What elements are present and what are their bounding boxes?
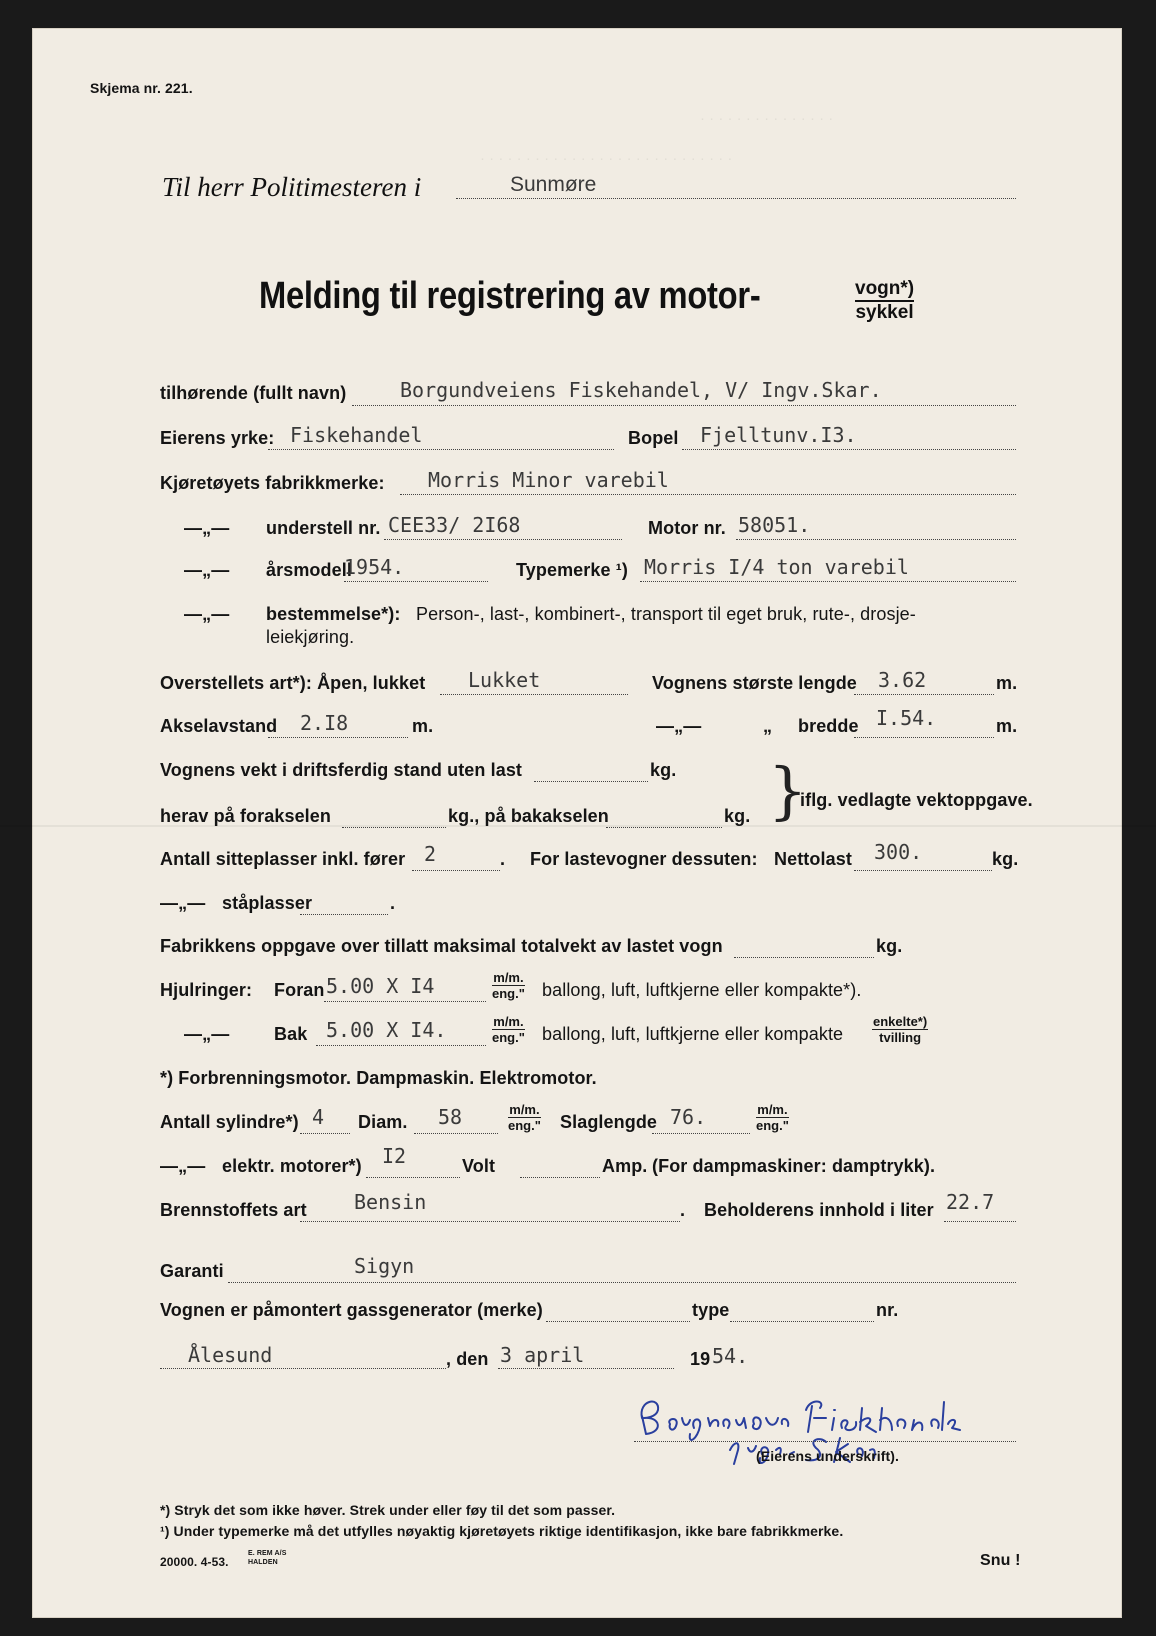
ditto-mark: —„—	[160, 1156, 206, 1176]
empty-weight-unit: kg.	[650, 760, 677, 780]
diameter-label: Diam.	[358, 1112, 408, 1132]
weight-note: iflg. vedlagte vektoppgave.	[800, 790, 1033, 810]
tank-label: Beholderens innhold i liter	[704, 1200, 934, 1220]
owner-name-line	[352, 405, 1016, 406]
wheelbase-line	[268, 737, 408, 738]
wheelbase-label: Akselavstand	[160, 716, 278, 736]
tyres-twin-choice	[872, 1014, 928, 1045]
net-load-unit: kg.	[992, 849, 1019, 869]
year-prefix: 19	[690, 1349, 711, 1369]
date-line	[498, 1368, 674, 1369]
seats-value: 2	[424, 842, 437, 866]
option-single: enkelte*)	[873, 1014, 928, 1029]
width-value: I.54.	[876, 706, 937, 730]
standing-dot: .	[390, 893, 396, 913]
voltage-label: Volt	[462, 1156, 496, 1176]
width-unit: m.	[996, 716, 1018, 736]
year-value: 54.	[712, 1344, 749, 1368]
net-load-label: Nettolast	[774, 849, 852, 869]
tyres-front-line	[324, 1001, 486, 1002]
signature-label: (Eierens underskrift).	[756, 1448, 900, 1464]
purpose-label: bestemmelse*):	[266, 604, 401, 624]
make-line	[400, 494, 1016, 495]
title-option-vogn: vogn*)	[855, 278, 914, 302]
diameter-line	[414, 1133, 498, 1134]
occupation-label: Eierens yrke:	[160, 428, 275, 448]
tyres-front-unit	[492, 970, 525, 1001]
unit-mm: m/m.	[493, 970, 524, 985]
ditto-mark: —„—	[184, 560, 230, 580]
form-number: Skjema nr. 221.	[90, 80, 193, 96]
engine-no-line	[736, 539, 1016, 540]
fuel-label: Brennstoffets art	[160, 1200, 307, 1220]
max-weight-label: Fabrikkens oppgave over tillatt maksimal totalvekt av lastet vogn	[160, 936, 723, 956]
tyres-front-label: Foran	[274, 980, 325, 1000]
stroke-label: Slaglengde	[560, 1112, 658, 1132]
signature-line	[634, 1441, 1016, 1442]
steam-note: (For dampmaskiner: damptrykk).	[652, 1156, 936, 1176]
empty-weight-line	[534, 781, 648, 782]
ditto-mark: —„—	[184, 604, 230, 624]
option-twin: tvilling	[879, 1030, 922, 1045]
occupation-line	[268, 449, 614, 450]
place-value: Ålesund	[188, 1343, 273, 1367]
footnote-2: ¹) Under typemerke må det utfylles nøyaktig kjøretøyets riktige identifikasjon, ikke bare fabrikkmerke.	[160, 1523, 844, 1539]
stroke-unit	[756, 1102, 789, 1133]
residence-line	[682, 449, 1016, 450]
engine-no-label: Motor nr.	[648, 518, 726, 538]
chassis-label: understell nr.	[266, 518, 381, 538]
fuel-line	[300, 1221, 680, 1222]
footnote-1: *) Stryk det som ikke høver. Strek under eller føy til det som passer.	[160, 1502, 616, 1518]
body-kind-line	[440, 694, 628, 695]
wheelbase-unit: m.	[412, 716, 434, 736]
brace-symbol: }	[768, 754, 808, 827]
model-year-line	[344, 581, 488, 582]
title-option-sykkel: sykkel	[855, 302, 914, 323]
gas-nr-label: nr.	[876, 1300, 899, 1320]
purpose-options: Person-, last-, kombinert-, transport til eget bruk, rute-, drosje-	[416, 604, 916, 624]
model-year-value: 1954.	[344, 555, 405, 579]
voltage-line	[366, 1177, 460, 1178]
gas-type-label: type	[692, 1300, 730, 1320]
gas-generator-label: Vognen er påmontert gassgenerator (merke)	[160, 1300, 543, 1320]
bleed-through: · · · · · · · · · · · · · · ·	[700, 110, 834, 127]
electric-label: elektr. motorer*)	[222, 1156, 362, 1176]
front-axle-line	[342, 827, 446, 828]
district-line	[456, 198, 1016, 199]
seats-label: Antall sitteplasser inkl. fører	[160, 849, 406, 869]
length-label: Vognens største lengde	[652, 673, 857, 693]
date-label: , den	[446, 1349, 489, 1369]
diameter-value: 58	[438, 1105, 463, 1129]
owner-name-value: Borgundveiens Fiskehandel, V/ Ingv.Skar.	[400, 378, 882, 402]
printer-name: E. REM A/S	[248, 1550, 287, 1557]
tyres-rear-label: Bak	[274, 1024, 308, 1044]
unit-mm: m/m.	[509, 1102, 540, 1117]
length-line	[854, 694, 994, 695]
unit-eng: eng."	[492, 986, 525, 1001]
body-kind-label: Overstellets art*): Åpen, lukket	[160, 673, 426, 693]
unit-eng: eng."	[492, 1030, 525, 1045]
rear-axle-unit: kg.	[724, 806, 751, 826]
turn-over-note: Snu !	[980, 1552, 1021, 1569]
tyres-rear-value: 5.00 X I4.	[326, 1018, 447, 1042]
cylinders-label: Antall sylindre*)	[160, 1112, 299, 1132]
residence-label: Bopel	[628, 428, 679, 448]
standing-line	[300, 914, 388, 915]
unit-mm: m/m.	[493, 1014, 524, 1029]
addressee: Til herr Politimesteren i	[162, 172, 422, 202]
width-line	[854, 737, 994, 738]
net-load-value: 300.	[874, 840, 923, 864]
ditto-mark: —„—	[160, 893, 206, 913]
residence-value: Fjelltunv.I3.	[700, 423, 857, 447]
diameter-unit	[508, 1102, 541, 1133]
tank-line	[944, 1221, 1016, 1222]
tyres-rear-line	[316, 1045, 486, 1046]
stroke-line	[652, 1133, 750, 1134]
bleed-through: · · · · · · · · · · · · · · · · · · · · · · · · · · · ·	[480, 150, 733, 167]
type-value: Morris I/4 ton varebil	[644, 555, 909, 579]
type-label: Typemerke ¹)	[516, 560, 628, 580]
cylinders-line	[300, 1133, 350, 1134]
seats-line	[412, 870, 500, 871]
cargo-label: For lastevogner dessuten:	[530, 849, 758, 869]
printer-city: HALDEN	[248, 1559, 278, 1566]
form-title: Melding til registrering av motor-	[259, 275, 761, 317]
standing-label: ståplasser	[222, 893, 313, 913]
occupation-value: Fiskehandel	[290, 423, 423, 447]
type-line	[640, 581, 1016, 582]
guarantee-line	[228, 1282, 1016, 1283]
unit-mm: m/m.	[757, 1102, 788, 1117]
cylinders-value: 4	[312, 1105, 325, 1129]
amp-line	[520, 1177, 600, 1178]
tyres-front-value: 5.00 X I4	[326, 974, 435, 998]
length-value: 3.62	[878, 668, 927, 692]
guarantee-value: Sigyn	[354, 1254, 415, 1278]
engine-types: *) Forbrenningsmotor. Dampmaskin. Elektromotor.	[160, 1068, 597, 1088]
district-value: Sunmøre	[510, 173, 597, 196]
max-weight-unit: kg.	[876, 936, 903, 956]
tyres-front-kind: ballong, luft, luftkjerne eller kompakte*).	[542, 980, 862, 1000]
ditto-quote: „	[763, 716, 773, 736]
tyres-label: Hjulringer:	[160, 980, 253, 1000]
date-value: 3 april	[500, 1343, 585, 1367]
model-year-label: årsmodell	[266, 560, 352, 580]
front-axle-label: herav på forakselen	[160, 806, 331, 826]
tyres-rear-kind: ballong, luft, luftkjerne eller kompakte	[542, 1024, 844, 1044]
empty-weight-label: Vognens vekt i driftsferdig stand uten last	[160, 760, 523, 780]
gas-type-line	[730, 1321, 874, 1322]
engine-no-value: 58051.	[738, 513, 811, 537]
unit-eng: eng."	[508, 1118, 541, 1133]
voltage-value: I2	[382, 1144, 407, 1168]
chassis-value: CEE33/ 2I68	[388, 513, 521, 537]
wheelbase-value: 2.I8	[300, 711, 349, 735]
unit-eng: eng."	[756, 1118, 789, 1133]
print-run: 20000. 4-53.	[160, 1555, 229, 1569]
chassis-line	[384, 539, 622, 540]
fuel-dot: .	[680, 1200, 686, 1220]
owner-name-label: tilhørende (fullt navn)	[160, 383, 347, 403]
rear-axle-line	[606, 827, 722, 828]
net-load-line	[854, 870, 992, 871]
width-label: bredde	[798, 716, 859, 736]
body-kind-value: Lukket	[468, 668, 541, 692]
make-value: Morris Minor varebil	[428, 468, 669, 492]
guarantee-label: Garanti	[160, 1261, 224, 1281]
fuel-value: Bensin	[354, 1190, 427, 1214]
seats-dot: .	[500, 849, 506, 869]
purpose-options-cont: leiekjøring.	[266, 627, 355, 647]
place-line	[160, 1368, 446, 1369]
rear-axle-label: kg., på bakakselen	[448, 806, 609, 826]
tyres-rear-unit	[492, 1014, 525, 1045]
max-weight-line	[734, 957, 874, 958]
make-label: Kjøretøyets fabrikkmerke:	[160, 473, 385, 493]
amp-label: Amp.	[602, 1156, 648, 1176]
ditto-mark: —„—	[656, 716, 702, 736]
gas-make-line	[546, 1321, 690, 1322]
ditto-mark: —„—	[184, 1024, 230, 1044]
length-unit: m.	[996, 673, 1018, 693]
tank-value: 22.7	[946, 1190, 995, 1214]
title-vehicle-type	[855, 278, 914, 324]
stroke-value: 76.	[670, 1105, 707, 1129]
ditto-mark: —„—	[184, 518, 230, 538]
